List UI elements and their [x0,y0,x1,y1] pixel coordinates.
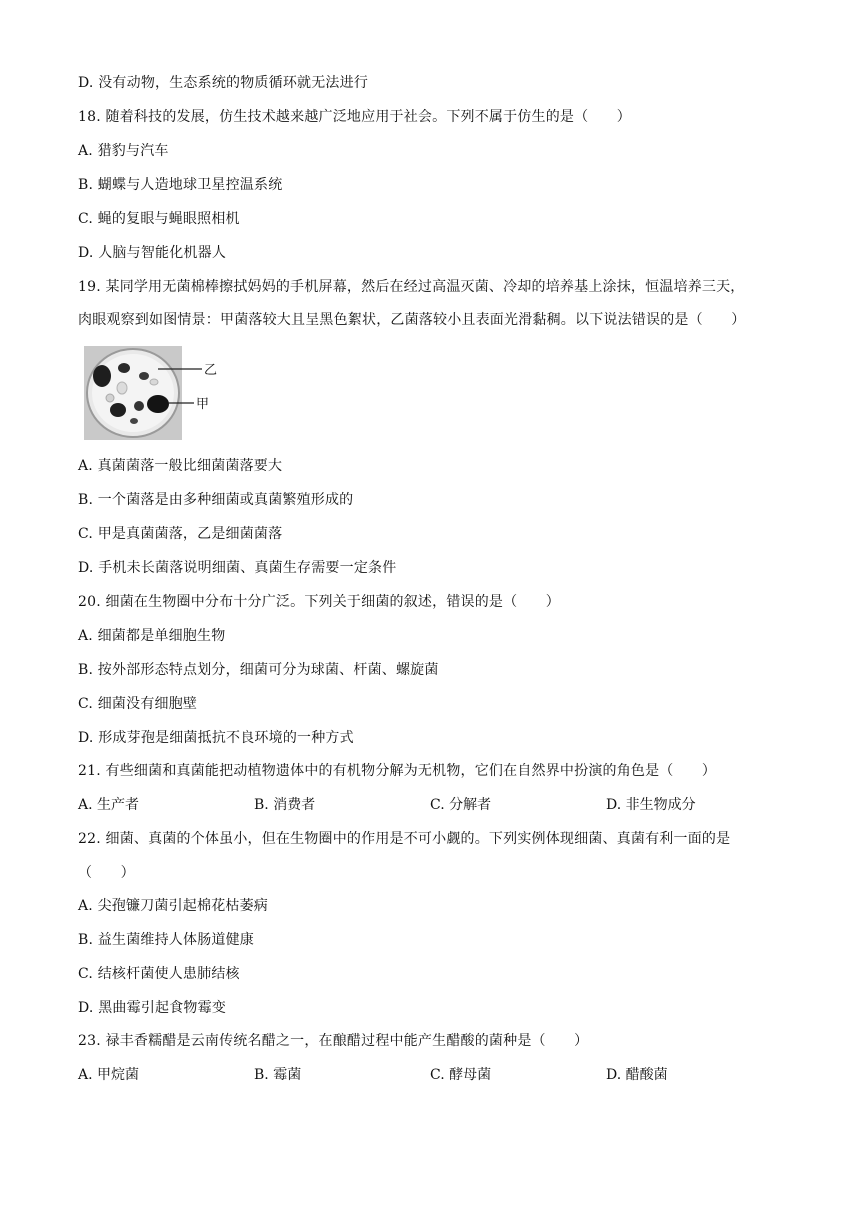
question-22-option-d: D. 黑曲霉引起食物霉变 [78,1000,227,1016]
question-17-option-d: D. 没有动物，生态系统的物质循环就无法进行 [78,75,369,91]
question-21-option-a: A. 生产者 [78,797,140,813]
colony-jia-2 [110,403,126,417]
petri-dish-image [84,346,224,440]
label-jia: 甲 [196,397,210,412]
question-23-option-b: B. 霉菌 [254,1067,302,1083]
question-20-option-c: C. 细菌没有细胞壁 [78,696,198,712]
question-18-option-a: A. 猎豹与汽车 [78,143,169,159]
question-22-stem-line-1: 22. 细菌、真菌的个体虽小，但在生物圈中的作用是不可小觑的。下列实例体现细菌、真菌有利一面的是 [78,831,731,847]
question-18-option-b: B. 蝴蝶与人造地球卫星控温系统 [78,177,283,193]
colony-jia-1 [93,365,111,387]
question-21-stem: 21. 有些细菌和真菌能把动植物遗体中的有机物分解为无机物，它们在自然界中扮演的角色是（ ） [78,763,717,779]
question-21-option-c: C. 分解者 [430,797,492,813]
question-23-option-a: A. 甲烷菌 [78,1067,140,1083]
petri-dish-figure [84,346,224,440]
colony-small-4 [130,418,138,424]
question-19-option-b: B. 一个菌落是由多种细菌或真菌繁殖形成的 [78,492,354,508]
question-23-option-c: C. 酵母菌 [430,1067,492,1083]
question-20-stem: 20. 细菌在生物圈中分布十分广泛。下列关于细菌的叙述，错误的是（ ） [78,594,560,610]
question-19-stem-line-2: 肉眼观察到如图情景：甲菌落较大且呈黑色絮状，乙菌落较小且表面光滑黏稠。以下说法错误的是（ ） [78,312,746,328]
question-18-option-d: D. 人脑与智能化机器人 [78,245,227,261]
colony-yi-2 [106,394,114,402]
label-yi: 乙 [204,363,218,378]
question-22-option-a: A. 尖孢镰刀菌引起棉花枯萎病 [78,898,269,914]
question-20-option-d: D. 形成芽孢是细菌抵抗不良环境的一种方式 [78,730,354,746]
question-22-stem-line-2: （ ） [78,865,135,881]
question-19-stem-line-1: 19. 某同学用无菌棉棒擦拭妈妈的手机屏幕，然后在经过高温灭菌、冷却的培养基上涂抹，恒温培养三天， [78,279,745,295]
question-19-option-d: D. 手机未长菌落说明细菌、真菌生存需要一定条件 [78,560,397,576]
colony-yi-1 [117,382,127,394]
colony-jia-3 [147,395,169,413]
colony-yi-3 [150,379,158,385]
question-21-option-b: B. 消费者 [254,797,316,813]
colony-small-3 [134,401,144,411]
question-23-stem: 23. 禄丰香糯醋是云南传统名醋之一，在酿醋过程中能产生醋酸的菌种是（ ） [78,1033,589,1049]
question-20-option-b: B. 按外部形态特点划分，细菌可分为球菌、杆菌、螺旋菌 [78,662,439,678]
question-19-option-a: A. 真菌菌落一般比细菌菌落要大 [78,458,283,474]
question-22-option-b: B. 益生菌维持人体肠道健康 [78,932,254,948]
question-18-option-c: C. 蝇的复眼与蝇眼照相机 [78,211,240,227]
question-18-stem: 18. 随着科技的发展，仿生技术越来越广泛地应用于社会。下列不属于仿生的是（ ） [78,109,631,125]
question-21-option-d: D. 非生物成分 [606,797,696,813]
question-23-option-d: D. 醋酸菌 [606,1067,668,1083]
colony-small-1 [118,363,130,373]
colony-small-2 [139,372,149,380]
question-20-option-a: A. 细菌都是单细胞生物 [78,628,226,644]
question-19-option-c: C. 甲是真菌菌落，乙是细菌菌落 [78,526,283,542]
question-22-option-c: C. 结核杆菌使人患肺结核 [78,966,240,982]
